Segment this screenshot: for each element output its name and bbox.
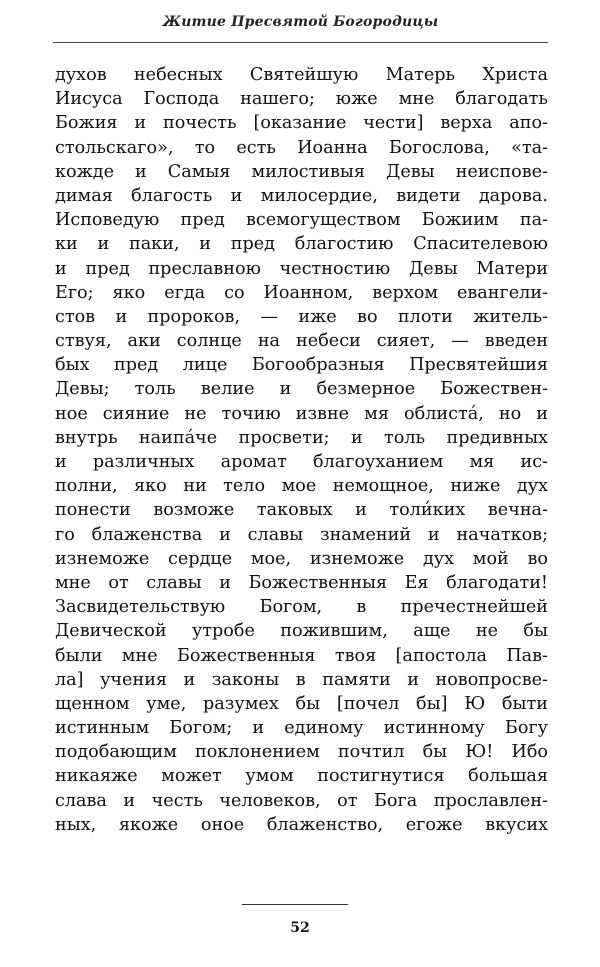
text-line: го блаженства и славы знамений и начатков; [55,524,548,545]
text-line: ных, якоже оное блаженство, егоже вкусих [55,814,548,835]
text-line: Иисуса Господа нашего; юже мне благодать [55,89,548,110]
text-line: димая благость и милосердие, видети дарова. [55,185,548,206]
text-line: бых пред лице Богообразныя Пресвятейшия [55,355,548,376]
footer-rule [242,904,348,905]
text-line: понести возможе таковых и толи́ких вечна- [55,500,548,521]
page-body-text [55,63,548,837]
running-head-title: Житие Пресвятой Богородицы [162,14,439,30]
page-number: 52 [290,920,310,936]
text-line: внутрь наипáче просвети; и толь предивных [55,427,548,448]
text-line: ное сияние не точию извне мя облистá, но и [55,403,548,424]
text-line: ствуя, аки солнце на небеси сияет, — введен [55,331,548,352]
text-line: подобающим поклонением почтил бы Ю! Ибо [55,742,548,763]
text-line: Исповедую пред всемогуществом Божиим па- [55,210,548,231]
text-line: ла] учения и законы в памяти и новопросве- [55,669,548,690]
text-line: никаяже может умом постигнутися большая [55,766,548,787]
text-line: ки и паки, и пред благостию Спасителевою [55,234,548,255]
text-line: кожде и Самыя милостивыя Девы неиспове- [55,161,548,182]
text-line: стов и пророков, — иже во плоти житель- [55,306,548,327]
text-line: полни, яко ни тело мое немощное, ниже дух [55,476,548,497]
text-line: стольскаго», то есть Иоанна Богослова, «та- [55,137,548,158]
text-line: Девы; толь велие и безмерное Божествен- [55,379,548,400]
text-line: Его; яко егда со Иоанном, верхом евангели- [55,282,548,303]
text-line: истинным Богом; и единому истинному Богу [55,718,548,739]
text-line: слава и честь человеков, от Бога прославлен- [55,790,548,811]
text-line: были мне Божественныя твоя [апостола Пав- [55,645,548,666]
text-line: Засвидетельствую Богом, в пречестнейшей [55,597,548,618]
text-line: духов небесных Святейшую Матерь Христа [55,65,548,85]
text-line: Божия и почесть [оказание чести] верха апо- [55,113,548,134]
text-line: мне от славы и Божественныя Ея благодати! [55,572,548,593]
text-line: изнеможе сердце мое, изнеможе дух мой во [55,548,548,569]
text-line: Девической утробе пожившим, аще не бы [55,621,548,642]
text-line: и пред преславною честностию Девы Матери [55,258,548,279]
header-rule [53,42,548,43]
text-line: щенном уме, разумех бы [почел бы] Ю быти [55,693,548,714]
text-line: и различных аромат благоуханием мя ис- [55,452,548,472]
